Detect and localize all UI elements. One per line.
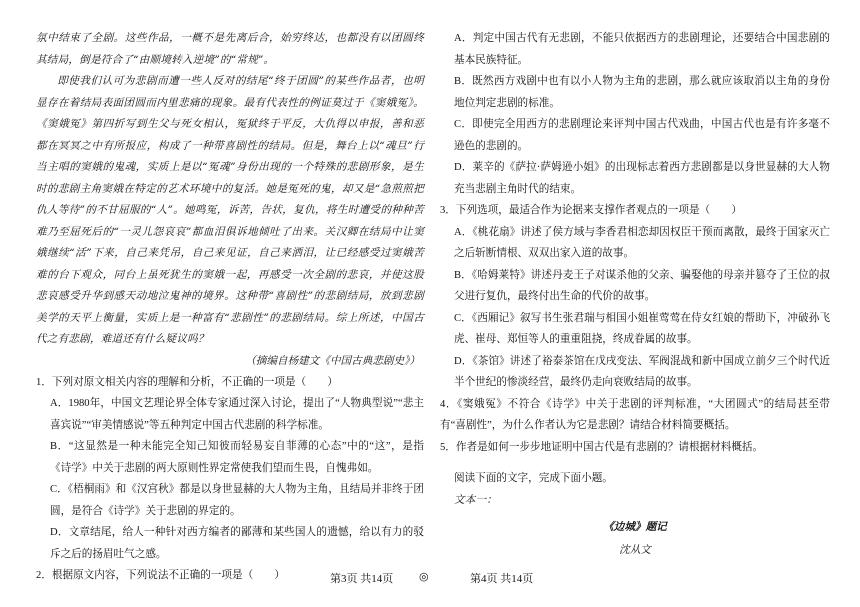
q3-option-c: C．《西厢记》叙写书生张君瑞与相国小姐崔莺莺在侍女红娘的帮助下，冲破孙飞虎、崔母、郑恒等人的重重阻挠，终成眷属的故事。 xyxy=(454,312,830,345)
question-3 xyxy=(440,200,830,222)
q1-option-d: D．文章结尾，给人一种针对西方编者的鄙薄和某些国人的遗憾，给以有力的驳斥之后的扬眉吐气之感。 xyxy=(50,527,424,560)
question-5 xyxy=(440,437,830,459)
question-stem: 作者是如何一步步地证明中国古代是有悲剧的？请根据材料概括。 xyxy=(455,441,764,453)
q2-option-a: A．判定中国古代有无悲剧，不能只依据西方的悲剧理论，还要结合中国悲剧的基本民族特征。 xyxy=(454,33,830,66)
question-number: 2． xyxy=(36,570,52,581)
q3-option-d: D．《茶馆》讲述了裕泰茶馆在戊戌变法、军阀混战和新中国成立前夕三个时代近半个世纪的惨淡经营，最终仍走向衰败结局的故事。 xyxy=(454,355,830,388)
question-number: 5． xyxy=(440,441,456,453)
question-stem: 下列对原文相关内容的理解和分析，不正确的一项是（ ） xyxy=(51,376,338,388)
left-column xyxy=(36,28,424,587)
q2-option-b: B．既然西方戏剧中也有以小人物为主角的悲剧，那么就应该取消以主角的身份地位判定悲剧的标准。 xyxy=(454,76,830,109)
text-label: 文本一： xyxy=(454,493,498,506)
center-mark-icon: ◎ xyxy=(419,571,429,583)
passage-paragraph-2: 即使我们认可为悲剧而遭一些人反对的结尾“终于团圆”的某些作品者，也明显存在着结局表面团圆而内里悲痛的现象。最有代表性的例证莫过于《窦娥冤》。《窦娥冤》第四折写到生父与死女相认，冤狱终于平反，大仇得以申报，善和恶都在冥冥之中有所报应，构成了一种带喜剧性的结局。但是，舞台上以“魂旦”行当主唱的窦娥的鬼魂，实质上是以“冤魂”身份出现的一个特殊的悲剧形象，是生时的悲剧主角窦娥在特定的艺术环境中的复活。她是冤死的鬼，却又是“急煎煎把仇人等待”的不甘屈服的“人”。她鸣冤，诉苦，告状，复仇，将生时遭受的种种苦难乃至屈死后的“一灵儿怨哀哀”都血泪俱诉地倾吐了出来。关汉卿在结局中让窦娥继续“活”下来，自己来凭吊，自己来见证，自己来洒泪，让已经感受过窦娥苦难的台下观众，同台上虽死犹生的窦娥一起，再感受一次全剧的悲哀，并使这股悲哀感受升华到感天动地泣鬼神的境界。这种带“喜剧性”的悲剧结局，放到悲剧美学的天平上衡量，实质上是一种富有“悲剧性”的悲剧结局。综上所述，中国古代之有悲剧，难道还有什么疑议吗？ xyxy=(36,75,424,345)
page-number-left: 第3页 共14页 xyxy=(330,573,394,585)
question-number: 4． xyxy=(440,398,458,410)
question-number: 3． xyxy=(440,205,456,216)
question-4 xyxy=(440,394,830,437)
q1-option-a: A．1980年，中国文艺理论界全体专家通过深入讨论，提出了“人物典型说”“悲主喜宾说”“审美情感说”等五种判定中国古代悲剧的科学标准。 xyxy=(50,398,424,431)
q2-option-c: C．即使完全用西方的悲剧理论来评判中国古代戏曲，中国古代也是有许多毫不逊色的悲剧的。 xyxy=(454,119,830,152)
right-column xyxy=(440,28,830,561)
question-stem: 《窦娥冤》不符合《诗学》中关于悲剧的评判标准，“大团圆式”的结局甚至带有“喜剧性”，为什么作者认为它是悲剧？请结合材料简要概括。 xyxy=(440,398,830,431)
page-number-right: 第4页 共14页 xyxy=(470,573,534,585)
article-author: 沈从文 xyxy=(619,544,651,556)
q3-option-a: A．《桃花扇》讲述了侯方域与李香君相恋却因权臣干预而离散，最终于国家灭亡之后斩断情根、双双出家入道的故事。 xyxy=(454,226,830,259)
question-stem: 根据原文内容，下列说法不正确的一项是（ ） xyxy=(51,570,285,581)
q2-option-d: D．莱辛的《萨拉·萨姆逊小姐》的出现标志着西方悲剧都是以身世显赫的大人物充当悲剧主角时代的结束。 xyxy=(454,162,830,195)
question-number: 1． xyxy=(36,376,52,388)
q1-option-c: C．《梧桐雨》和《汉宫秋》都是以身世显赫的大人物为主角，且结局并非终于团圆，是符合《诗学》关于悲剧的界定的。 xyxy=(50,484,424,517)
passage-paragraph-1: 氛中结束了全剧。这些作品，一概不是先离后合，始穷终达，也都没有以团圆终其结局，倒是符合了“由顺境转入逆境”的“常规”。 xyxy=(36,32,424,66)
reading-instruction: 阅读下面的文字，完成下面小题。 xyxy=(454,473,613,484)
q1-option-b: B．“这显然是一种未能完全知己知彼而轻易妄自菲薄的心态”中的“这”，是指《诗学》中关于悲剧的两大原则性界定常使我们望而生畏，自愧弗如。 xyxy=(50,441,424,474)
article-title: 《边城》题记 xyxy=(603,521,667,533)
q3-option-b: B．《哈姆莱特》讲述丹麦王子对谋杀他的父亲、骗娶他的母亲并篡夺了王位的叔父进行复仇，最终付出生命的代价的故事。 xyxy=(454,269,830,302)
question-1 xyxy=(36,372,424,394)
passage-source: （摘编自杨建文《中国古典悲剧史》） xyxy=(245,354,420,367)
question-stem: 下列选项，最适合作为论据来支撑作者观点的一项是（ ） xyxy=(455,205,742,216)
